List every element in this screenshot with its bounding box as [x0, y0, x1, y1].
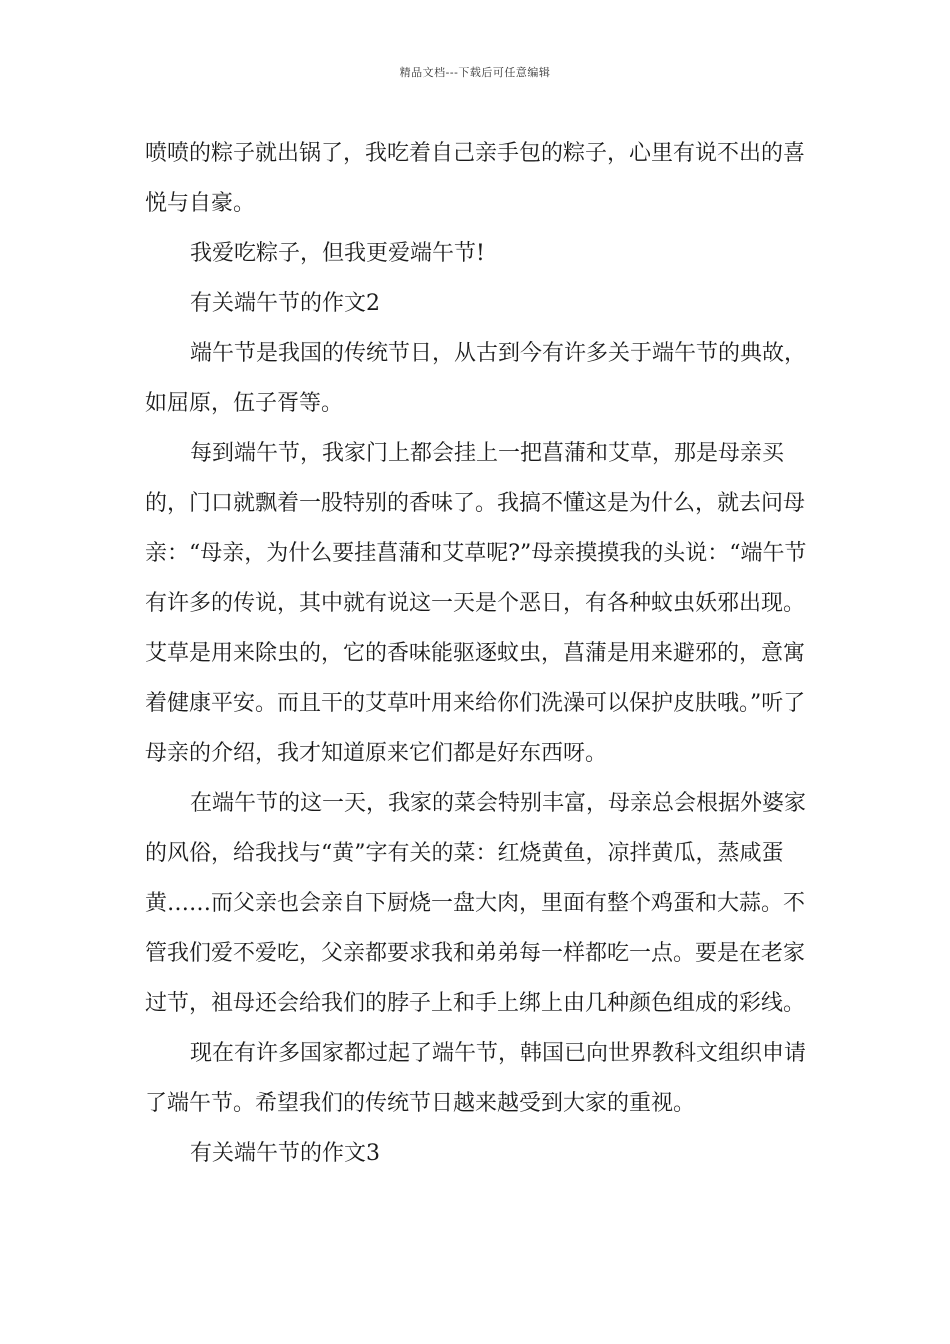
document-body [145, 129, 813, 1179]
paragraph: 每到端午节，我家门上都会挂上一把菖蒲和艾草，那是母亲买的，门口就飘着一股特别的香味了。我搞不懂这是为什么，就去问母亲：“母亲，为什么要挂菖蒲和艾草呢?”母亲摸摸我的头说：“端午节有许多的传说，其中就有说这一天是个恶日，有各种蚊虫妖邪出现。艾草是用来除虫的，它的香味能驱逐蚊虫，菖蒲是用来避邪的，意寓着健康平安。而且干的艾草叶用来给你们洗澡可以保护皮肤哦。”听了母亲的介绍，我才知道原来它们都是好东西呀。 [145, 441, 807, 766]
paragraph-continued: 喷喷的粽子就出锅了，我吃着自己亲手包的粽子，心里有说不出的喜悦与自豪。 [145, 141, 806, 216]
section-heading: 有关端午节的作文3 [190, 1141, 380, 1166]
paragraph: 端午节是我国的传统节日，从古到今有许多关于端午节的典故，如屈原，伍子胥等。 [145, 341, 807, 416]
paragraph: 在端午节的这一天，我家的菜会特别丰富，母亲总会根据外婆家的风俗，给我找与“黄”字有关的菜：红烧黄鱼，凉拌黄瓜，蒸咸蛋黄……而父亲也会亲自下厨烧一盘大肉，里面有整个鸡蛋和大蒜。不管我们爱不爱吃，父亲都要求我和弟弟每一样都吃一点。要是在老家过节，祖母还会给我们的脖子上和手上绑上由几种颜色组成的彩线。 [145, 791, 807, 1016]
paragraph: 现在有许多国家都过起了端午节，韩国已向世界教科文组织申请了端午节。希望我们的传统节日越来越受到大家的重视。 [145, 1041, 807, 1116]
paragraph: 我爱吃粽子，但我更爱端午节! [190, 241, 485, 266]
section-heading: 有关端午节的作文2 [190, 291, 380, 316]
page-header: 精品文档---下载后可任意编辑 [399, 66, 551, 79]
